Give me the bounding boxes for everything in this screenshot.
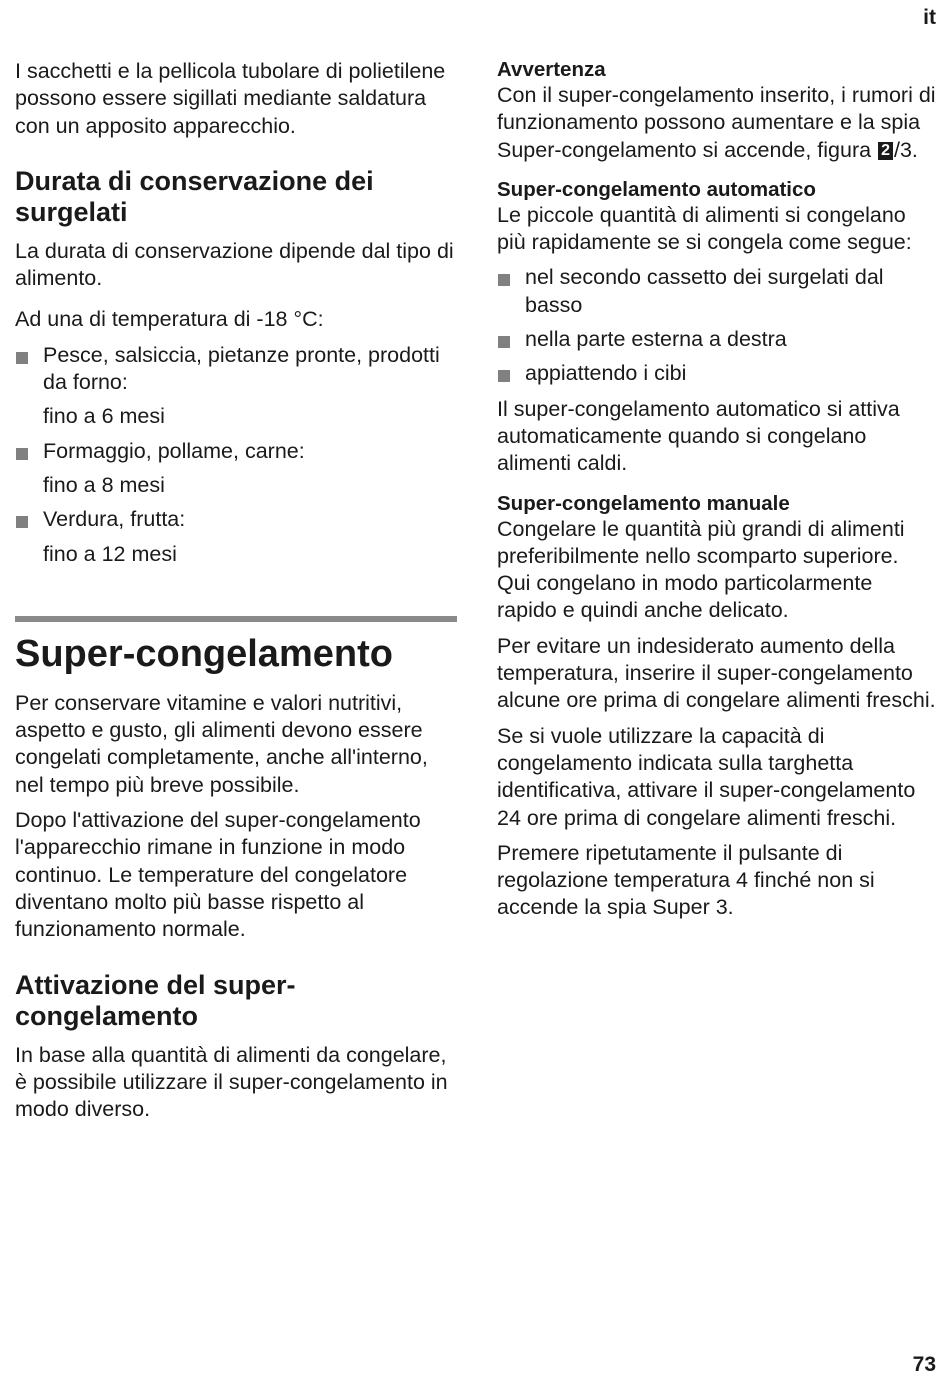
- list-item: [15, 438, 457, 465]
- list-item-duration: fino a 8 mesi: [43, 472, 165, 497]
- activation-heading: Attivazione del super-congelamento: [15, 969, 296, 1031]
- list-item-label: nella parte esterna a destra: [525, 327, 787, 352]
- list-item-label: appiattendo i cibi: [525, 361, 687, 386]
- auto-list: [497, 264, 937, 387]
- manual-paragraph-1: Congelare le quantità più grandi di alimenti preferibilmente nello scomparto superiore. Qui congelano in modo particolarmente rapido e quindi anche delicato.: [497, 516, 905, 623]
- note-title: Avvertenza: [497, 58, 606, 81]
- storage-duration-heading: Durata di conservazione dei surgelati: [15, 165, 374, 227]
- list-item-duration: fino a 6 mesi: [43, 404, 165, 429]
- list-item: [497, 360, 937, 387]
- section-divider: [15, 616, 457, 622]
- figure-reference-badge: 2: [878, 142, 893, 160]
- auto-super-freeze-title: Super-congelamento automatico: [497, 177, 816, 201]
- auto-paragraph-2: Il super-congelamento automatico si attiva automaticamente quando si congelano alimenti caldi.: [497, 396, 900, 476]
- intro-paragraph: I sacchetti e la pellicola tubolare di polietilene possono essere sigillati mediante saldatura con un apposito apparecchio.: [15, 59, 446, 138]
- list-item-label: nel secondo cassetto dei surgelati dal basso: [525, 265, 884, 317]
- super-freeze-paragraph-1: Per conservare vitamine e valori nutritivi, aspetto e gusto, gli alimenti devono essere congelati completamente, anche all'interno, nel tempo più breve possibile.: [15, 690, 428, 797]
- manual-super-freeze-title: Super-congelamento manuale: [497, 491, 790, 515]
- manual-paragraph-2: Per evitare un indesiderato aumento della temperatura, inserire il super-congelamento alcune ore prima di congelare alimenti freschi.: [497, 633, 936, 713]
- bullet-square-icon: [16, 516, 28, 528]
- list-item-label: Formaggio, pollame, carne:: [43, 438, 305, 463]
- manual-paragraph-3: Se si vuole utilizzare la capacità di congelamento indicata sulla targhetta identificativa, attivare il super-congelamento 24 ore prima di congelare alimenti freschi.: [497, 723, 916, 830]
- left-column: [15, 58, 457, 1131]
- bullet-square-icon: [498, 370, 510, 382]
- storage-list: [15, 342, 457, 568]
- bullet-square-icon: [16, 352, 28, 364]
- section-title: Super-congelamento: [15, 632, 393, 675]
- temperature-paragraph: Ad una di temperatura di -18 °C:: [15, 307, 324, 332]
- storage-duration-paragraph: La durata di conservazione dipende dal tipo di alimento.: [15, 238, 454, 291]
- list-item: [15, 506, 457, 533]
- list-item: [497, 326, 937, 353]
- list-item-label: Verdura, frutta:: [43, 507, 186, 532]
- list-item: [15, 342, 457, 397]
- list-item-duration: fino a 12 mesi: [43, 541, 177, 566]
- bullet-square-icon: [498, 336, 510, 348]
- page-number: 73: [912, 1353, 936, 1376]
- language-tag: it: [923, 6, 936, 29]
- super-freeze-paragraph-2: Dopo l'attivazione del super-congelamento l'apparecchio rimane in funzione in modo continuo. Le temperature del congelatore diventano molto più basse rispetto al funzionamento normale.: [15, 808, 421, 942]
- manual-paragraph-4: Premere ripetutamente il pulsante di regolazione temperatura 4 finché non si accende la spia Super 3.: [497, 840, 875, 920]
- list-item: [497, 264, 937, 319]
- bullet-square-icon: [498, 274, 510, 286]
- activation-paragraph: In base alla quantità di alimenti da congelare, è possibile utilizzare il super-congelamento in modo diverso.: [15, 1042, 448, 1122]
- auto-paragraph-1: Le piccole quantità di alimenti si congelano più rapidamente se si congela come segue:: [497, 202, 912, 255]
- bullet-square-icon: [16, 448, 28, 460]
- right-column: [497, 58, 937, 930]
- list-item-label: Pesce, salsiccia, pietanze pronte, prodotti da forno:: [43, 342, 440, 395]
- note-paragraph: Con il super-congelamento inserito, i rumori di funzionamento possono aumentare e la spia Super-congelamento si accende, figura 2 /3.: [497, 83, 936, 162]
